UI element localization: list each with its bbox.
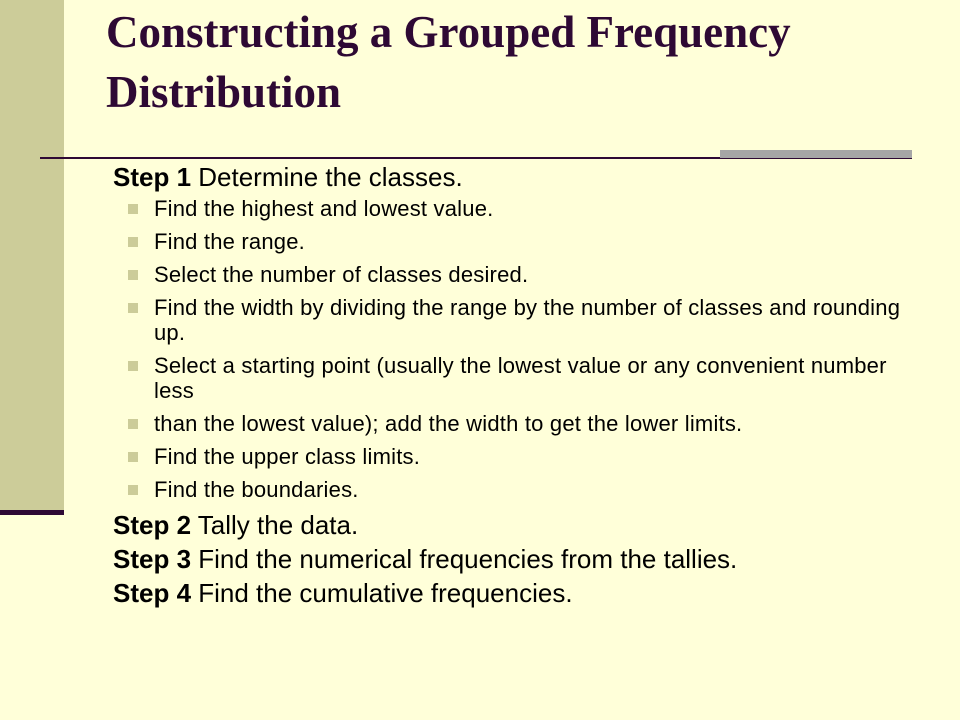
- slide-content: [113, 162, 913, 612]
- bullet-text: Find the range.: [154, 229, 305, 254]
- bullet-item: [113, 353, 913, 403]
- step-3: [113, 544, 913, 575]
- left-decorative-band: [0, 0, 64, 512]
- step-1-label: Step 1: [113, 162, 192, 192]
- bullet-text: Find the boundaries.: [154, 477, 359, 502]
- title-divider-gray-bar: [720, 150, 912, 158]
- title-divider-tail: [720, 158, 912, 159]
- square-bullet-icon: [128, 452, 138, 462]
- bullet-text: Find the highest and lowest value.: [154, 196, 494, 221]
- square-bullet-icon: [128, 419, 138, 429]
- bullet-text: Find the upper class limits.: [154, 444, 421, 469]
- bullet-text: Find the width by dividing the range by the number of classes and rounding up.: [154, 295, 901, 345]
- title-divider-line: [40, 157, 720, 159]
- square-bullet-icon: [128, 361, 138, 371]
- bullet-text: than the lowest value); add the width to get the lower limits.: [154, 411, 743, 436]
- step-2: [113, 510, 913, 541]
- step-2-label: Step 2: [113, 510, 192, 540]
- left-band-accent-line: [0, 510, 64, 515]
- square-bullet-icon: [128, 485, 138, 495]
- bullet-text: Select a starting point (usually the lowest value or any convenient number less: [154, 353, 887, 403]
- square-bullet-icon: [128, 270, 138, 280]
- step-4-label: Step 4: [113, 578, 192, 608]
- step-3-text: Find the numerical frequencies from the tallies.: [191, 544, 738, 574]
- bullet-item: [113, 229, 913, 254]
- bullet-text: Select the number of classes desired.: [154, 262, 529, 287]
- square-bullet-icon: [128, 237, 138, 247]
- remaining-steps: [113, 510, 913, 609]
- bullet-item: [113, 444, 913, 469]
- bullet-item: [113, 411, 913, 436]
- step-4: [113, 578, 913, 609]
- step-4-text: Find the cumulative frequencies.: [191, 578, 573, 608]
- bullet-item: [113, 295, 913, 345]
- step-1-bullet-list: [113, 196, 913, 502]
- bullet-item: [113, 196, 913, 221]
- step-1: [113, 162, 913, 193]
- slide-title: Constructing a Grouped Frequency Distribution: [106, 7, 791, 117]
- step-3-label: Step 3: [113, 544, 192, 574]
- square-bullet-icon: [128, 303, 138, 313]
- bullet-item: [113, 477, 913, 502]
- bullet-item: [113, 262, 913, 287]
- step-1-text: Determine the classes.: [191, 162, 463, 192]
- square-bullet-icon: [128, 204, 138, 214]
- step-2-text: Tally the data.: [191, 510, 359, 540]
